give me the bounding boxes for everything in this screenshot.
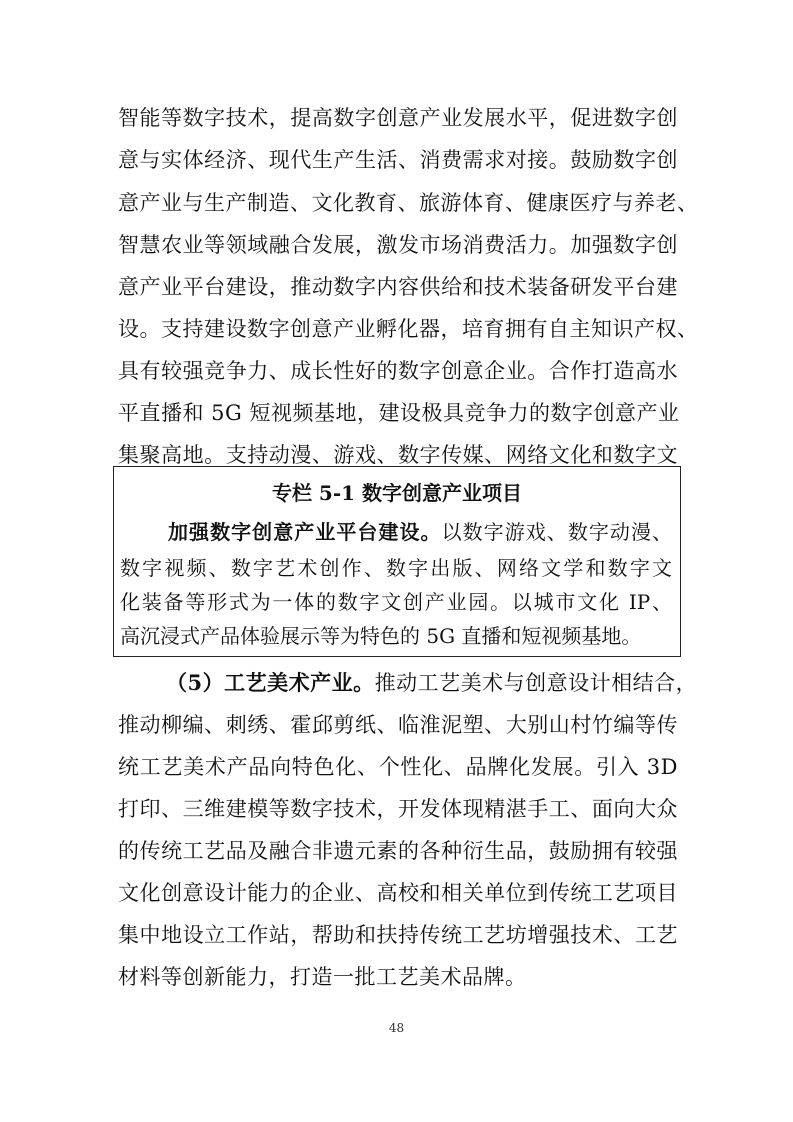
text-line: 集中地设立工作站，帮助和扶持传统工艺坊增强技术、工艺 bbox=[118, 923, 678, 947]
text-line bbox=[118, 663, 698, 703]
feature-box bbox=[113, 466, 681, 657]
text-line: 意产业平台建设，推动数字内容供给和技术装备研发平台建 bbox=[118, 275, 678, 299]
text-line: 设。支持建设数字创意产业孵化器，培育拥有自主知识产权、 bbox=[118, 317, 699, 341]
section-lead-text: 推动工艺美术与创意设计相结合， bbox=[374, 671, 698, 695]
text-line: 具有较强竞争力、成长性好的数字创意企业。合作打造高水 bbox=[118, 359, 678, 383]
text-line: 文化创意设计能力的企业、高校和相关单位到传统工艺项目 bbox=[118, 881, 678, 905]
text-line: 智能等数字技术，提高数字创意产业发展水平，促进数字创 bbox=[118, 106, 678, 130]
text-line: 集聚高地。支持动漫、游戏、数字传媒、网络文化和数字文 bbox=[118, 443, 678, 467]
text-line: 统工艺美术产品向特色化、个性化、品牌化发展。引入 3D bbox=[118, 755, 678, 779]
box-lead-bold: 加强数字创意产业平台建设。 bbox=[168, 520, 442, 544]
text-line: 智慧农业等领域融合发展，激发市场消费活力。加强数字创 bbox=[118, 233, 678, 257]
page-number: 48 bbox=[388, 1021, 405, 1035]
text-line: 平直播和 5G 短视频基地，建设极具竞争力的数字创意产业 bbox=[118, 401, 680, 425]
text-line: 推动柳编、刺绣、霍邱剪纸、临淮泥塑、大别山村竹编等传 bbox=[118, 713, 678, 737]
text-line: 材料等创新能力，打造一批工艺美术品牌。 bbox=[118, 965, 527, 989]
box-title: 专栏 5-1 数字创意产业项目 bbox=[271, 481, 523, 505]
box-line: 高沉浸式产品体验展示等为特色的 5G 直播和短视频基地。 bbox=[120, 624, 642, 648]
text-line: 意与实体经济、现代生产生活、消费需求对接。鼓励数字创 bbox=[118, 148, 678, 172]
box-lead-rest: 以数字游戏、数字动漫、 bbox=[441, 520, 673, 544]
box-line: 化装备等形式为一体的数字文创产业园。以城市文化 IP、 bbox=[120, 590, 672, 614]
section-heading: （5）工艺美术产业。 bbox=[166, 670, 375, 695]
text-line: 打印、三维建模等数字技术，开发体现精湛手工、面向大众 bbox=[118, 797, 678, 821]
text-line: 的传统工艺品及融合非遗元素的各种衍生品，鼓励拥有较强 bbox=[118, 839, 678, 863]
box-line: 数字视频、数字艺术创作、数字出版、网络文学和数字文 bbox=[120, 556, 672, 580]
box-line bbox=[120, 514, 672, 550]
text-line: 意产业与生产制造、文化教育、旅游体育、健康医疗与养老、 bbox=[118, 191, 699, 215]
